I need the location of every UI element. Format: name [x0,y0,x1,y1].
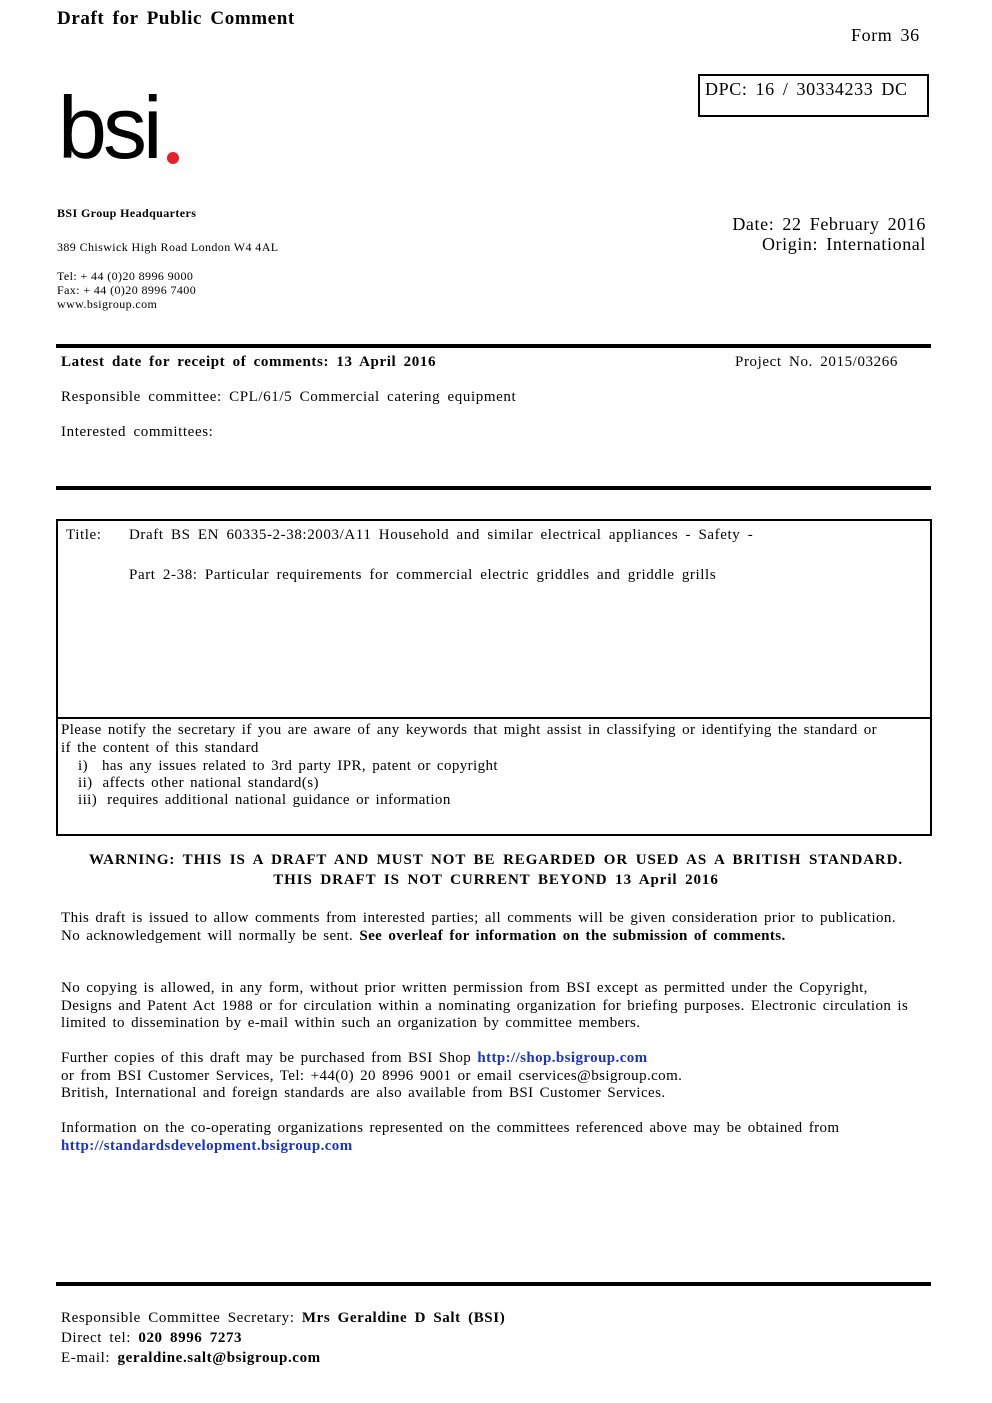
title-line-1: Draft BS EN 60335-2-38:2003/A11 Household and similar electrical appliances - Safety - [129,527,754,543]
org-fax: Fax: + 44 (0)20 8996 7400 [57,283,197,297]
notify-item-num: iii) [78,792,98,808]
direct-tel-line [61,1330,242,1347]
interested-committees: Interested committees: [61,424,214,440]
issue-date: Date: 22 February 2016 [732,214,926,234]
draft-label: Draft for Public Comment [57,8,295,29]
notify-item-3 [78,792,451,809]
top-rule [56,344,931,348]
notify-item-text: affects other national standard(s) [102,775,319,791]
notify-item-text: requires additional national guidance or information [107,792,451,808]
title-box-divider [58,717,930,719]
secretary-line [61,1310,505,1327]
paragraph-cooperating-orgs [61,1120,917,1155]
bottom-rule [56,1282,931,1286]
title-line-2: Part 2-38: Particular requirements for commercial electric griddles and griddle grills [129,567,717,583]
paragraph-copying: No copying is allowed, in any form, without prior written permission from BSI except as permitted under the Copyright, Designs and Patent Act 1988 or for circulation within a nominating organization for briefing purposes. Electronic circulation is limited to dissemination by e-mail within such an organization by committee members. [61,980,909,1031]
dpc-reference: DPC: 16 / 30334233 DC [705,79,908,99]
bsi-logo [58,78,188,178]
paragraph-text: Information on the co-operating organizations represented on the committees referenced above may be obtained from [61,1120,840,1136]
direct-tel-label: Direct tel: [61,1330,131,1346]
paragraph-text: This draft is issued to allow comments from interested parties; all comments will be given consideration prior to publication. No acknowledgement will normally be sent. [61,910,896,944]
origin: Origin: International [761,234,926,254]
bsi-logo-dot [167,152,179,164]
org-website[interactable]: www.bsigroup.com [57,297,158,311]
title-label: Title: [66,527,102,543]
bsi-logo-text: bsi [58,78,159,177]
direct-tel-value: 020 8996 7273 [138,1330,243,1346]
email-label: E-mail: [61,1350,111,1366]
org-tel: Tel: + 44 (0)20 8996 9000 [57,269,194,283]
email-line [61,1350,321,1367]
form-label: Form 36 [851,25,920,45]
shop-link[interactable]: http://shop.bsigroup.com [477,1050,648,1066]
further-copies-line-2: or from BSI Customer Services, Tel: +44(0) 20 8996 9001 or email cservices@bsigroup.com. [61,1067,683,1084]
notify-item-num: ii) [78,775,93,791]
notify-item-num: i) [78,758,88,774]
further-copies-line-3: British, International and foreign standards are also available from BSI Customer Services. [61,1085,666,1101]
paragraph-text: Further copies of this draft may be purchased from BSI Shop [61,1050,472,1066]
warning-line-2: THIS DRAFT IS NOT CURRENT BEYOND 13 April 2016 [273,872,719,888]
paragraph-further-copies [61,1050,917,1103]
title-box [56,519,932,836]
email-value[interactable]: geraldine.salt@bsigroup.com [117,1350,321,1366]
org-name: BSI Group Headquarters [57,206,197,220]
responsible-committee: Responsible committee: CPL/61/5 Commercial catering equipment [61,389,517,405]
notify-intro: Please notify the secretary if you are aware of any keywords that might assist in classifying or identifying the standard or if the content of this standard [61,722,878,756]
submission-note: See overleaf for information on the submission of comments. [359,927,786,944]
notify-item-1 [78,758,498,775]
paragraph-draft-issue [61,910,917,945]
notify-item-text: has any issues related to 3rd party IPR, patent or copyright [101,758,498,774]
further-copies-line-1 [61,1050,917,1068]
dpc-box [698,74,929,117]
org-street: 389 Chiswick High Road London W4 4AL [57,240,279,254]
notify-item-2 [78,775,319,792]
middle-rule [56,486,931,490]
secretary-name: Mrs Geraldine D Salt (BSI) [301,1310,506,1326]
standards-development-link[interactable]: http://standardsdevelopment.bsigroup.com [61,1137,353,1154]
secretary-label: Responsible Committee Secretary: [61,1310,295,1326]
project-number: Project No. 2015/03266 [735,354,898,370]
latest-comment-date: Latest date for receipt of comments: 13 April 2016 [61,354,437,370]
warning-line-1: WARNING: THIS IS A DRAFT AND MUST NOT BE REGARDED OR USED AS A BRITISH STANDARD. [88,852,904,868]
